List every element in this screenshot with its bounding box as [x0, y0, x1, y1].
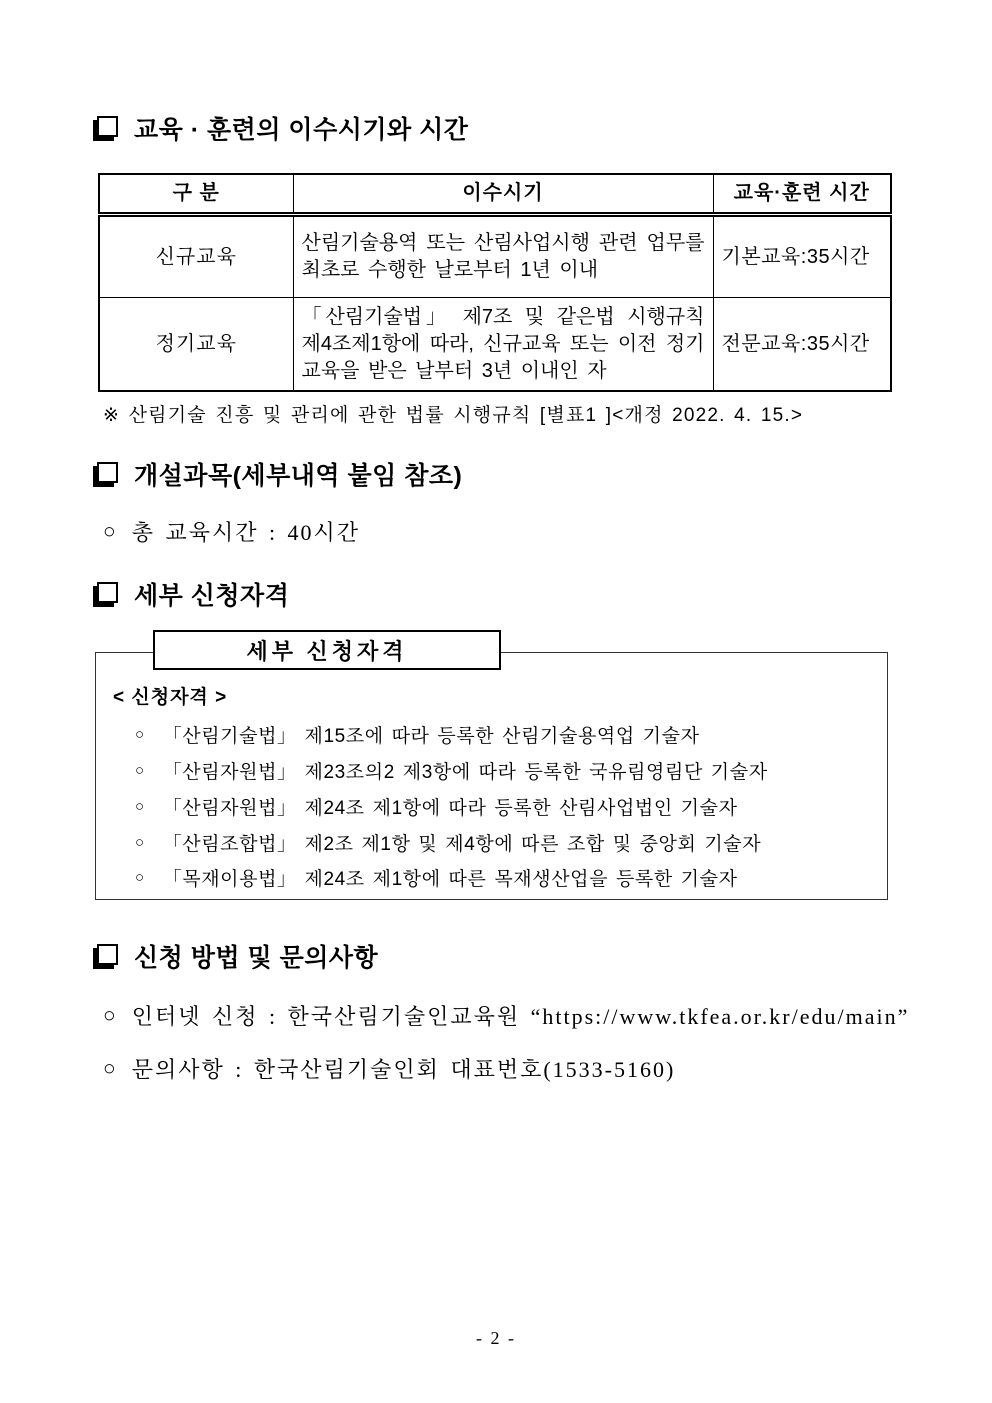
cell-category: 정기교육: [99, 298, 293, 392]
header-category: 구 분: [99, 174, 293, 215]
cell-category: 신규교육: [99, 215, 293, 298]
list-item: [135, 864, 738, 891]
legal-reference-note: ※ 산림기술 진흥 및 관리에 관한 법률 시행규칙 [별표1 ]<개정 2022. 4. 15.>: [103, 405, 804, 426]
eligibility-list-heading: < 신청자격 >: [113, 687, 228, 708]
total-hours-text: 총 교육시간 : 40시간: [131, 520, 361, 545]
internet-apply-line: [103, 1000, 909, 1031]
shadowed-square-bullet-icon: [97, 116, 118, 137]
page-number: - 2 -: [476, 1328, 516, 1348]
circle-bullet-icon: ○: [135, 834, 145, 851]
table-row: [99, 215, 891, 298]
shadowed-square-bullet-icon: [97, 462, 118, 483]
list-item: [135, 793, 738, 820]
circle-bullet-icon: ○: [135, 762, 145, 779]
section-title-education: [92, 110, 468, 146]
list-item-text: 「산림기술법」 제15조에 따라 등록한 산림기술용역업 기술자: [162, 726, 700, 747]
list-item-text: 「산림조합법」 제2조 제1항 및 제4항에 따른 조합 및 중앙회 기술자: [162, 834, 762, 855]
cell-timing: 산림기술용역 또는 산림사업시행 관련 업무를 최초로 수행한 날로부터 1년 이내: [293, 215, 713, 298]
cell-timing: 「산림기술법」 제7조 및 같은법 시행규칙 제4조제1항에 따라, 신규교육 또는 이전 정기교육을 받은 날부터 3년 이내인 자: [293, 298, 713, 392]
shadowed-square-bullet-icon: [97, 944, 118, 965]
header-timing: 이수시기: [293, 174, 713, 215]
list-item-text: 「산림자원법」 제24조 제1항에 따라 등록한 산림사업법인 기술자: [162, 798, 738, 819]
contact-text: 문의사항 : 한국산림기술인회 대표번호(1533-5160): [131, 1057, 676, 1082]
header-hours: 교육·훈련 시간: [713, 174, 891, 215]
list-item: [135, 757, 768, 784]
table-header-row: [99, 174, 891, 215]
list-item-text: 「목재이용법」 제24조 제1항에 따른 목재생산업을 등록한 기술자: [162, 869, 738, 890]
circle-bullet-icon: ○: [135, 726, 145, 743]
circle-bullet-icon: ○: [103, 1003, 116, 1027]
circle-bullet-icon: ○: [103, 519, 116, 543]
section-title-text: 개설과목(세부내역 붙임 참조): [134, 462, 463, 490]
education-schedule-table: [98, 173, 892, 392]
cell-hours: 전문교육:35시간: [713, 298, 891, 392]
section-title-apply: [92, 938, 378, 974]
section-title-subjects: [92, 456, 462, 492]
table-row: [99, 298, 891, 392]
section-title-text: 세부 신청자격: [134, 582, 290, 610]
circle-bullet-icon: ○: [135, 869, 145, 886]
section-title-text: 신청 방법 및 문의사항: [134, 944, 379, 972]
eligibility-box: [95, 630, 890, 902]
circle-bullet-icon: ○: [103, 1056, 116, 1080]
eligibility-box-title: 세부 신청자격: [153, 630, 501, 670]
internet-apply-text: 인터넷 신청 : 한국산림기술인교육원 “https://www.tkfea.or.kr/edu/main”: [131, 1004, 910, 1029]
contact-line: [103, 1053, 675, 1084]
list-item: [135, 721, 700, 748]
circle-bullet-icon: ○: [135, 798, 145, 815]
total-hours-line: [103, 516, 360, 547]
list-item-text: 「산림자원법」 제23조의2 제3항에 따라 등록한 국유림영림단 기술자: [162, 762, 768, 783]
section-title-eligibility: [92, 576, 289, 612]
shadowed-square-bullet-icon: [97, 582, 118, 603]
cell-hours: 기본교육:35시간: [713, 215, 891, 298]
list-item: [135, 829, 761, 856]
section-title-text: 교육 · 훈련의 이수시기와 시간: [134, 116, 469, 144]
